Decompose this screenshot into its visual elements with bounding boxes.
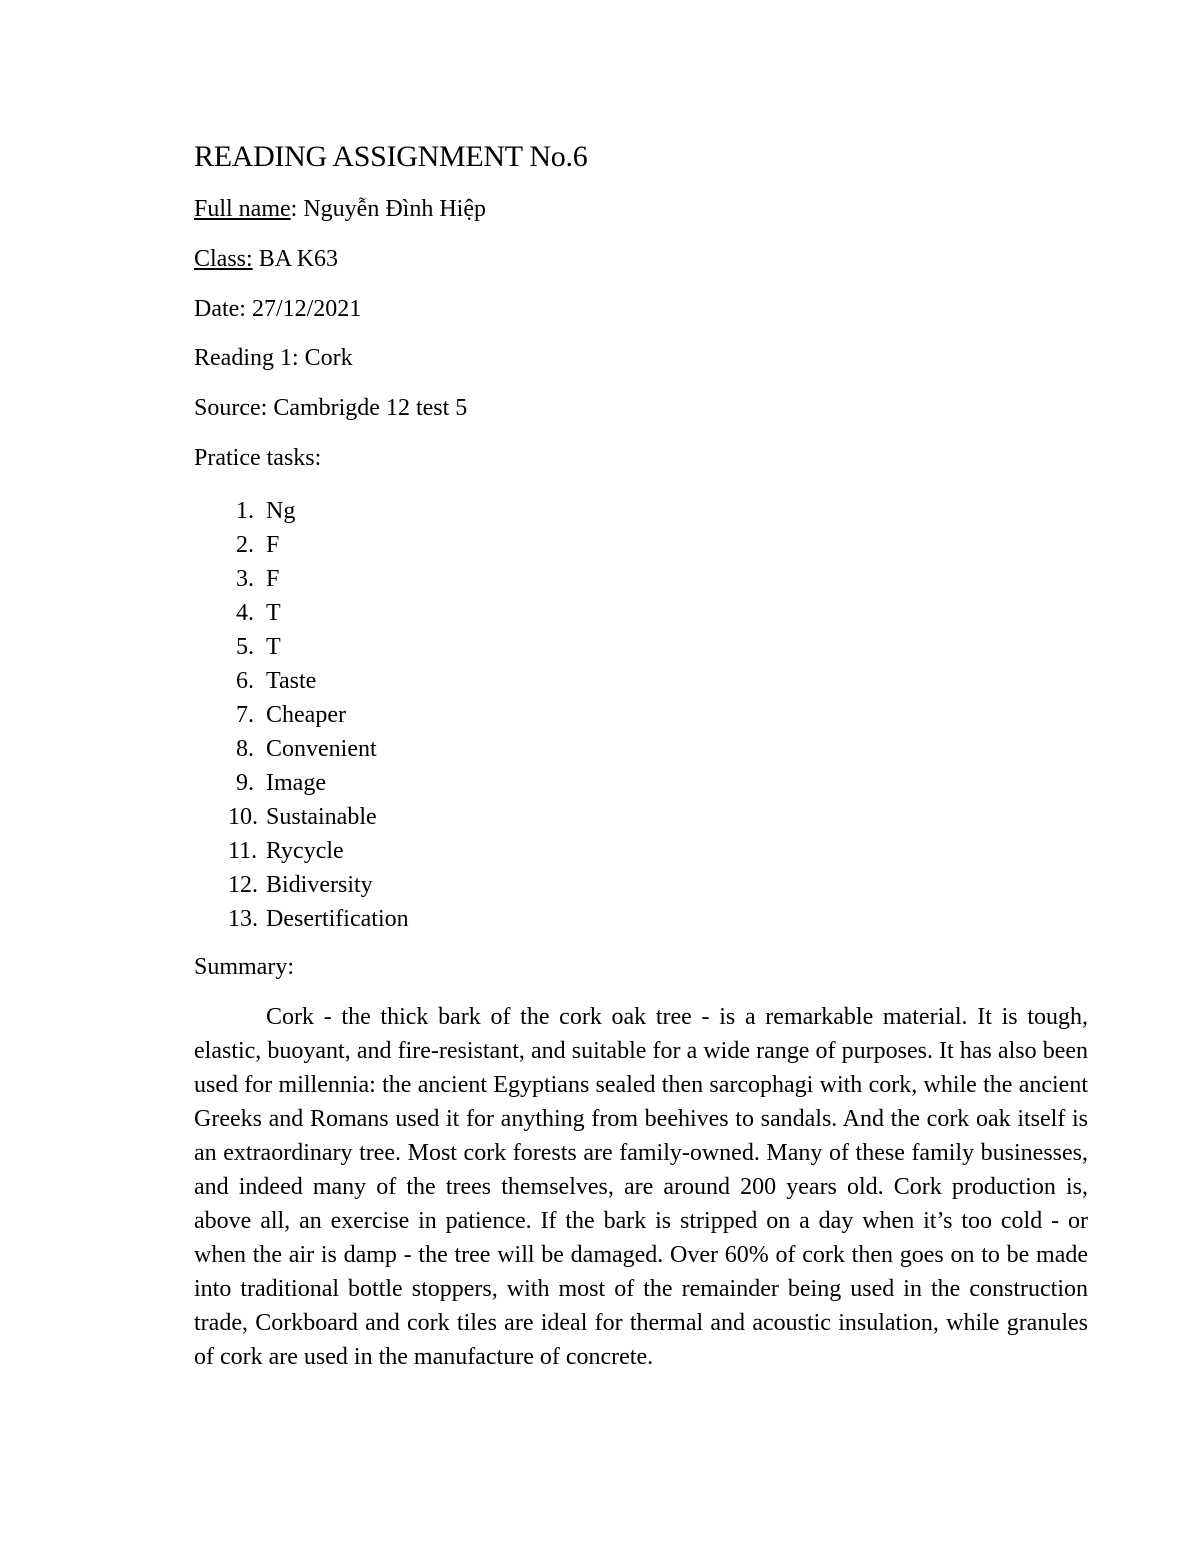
full-name-separator: : <box>290 196 298 222</box>
summary-paragraph: Cork - the thick bark of the cork oak tree - is a remarkable material. It is tough, elastic, buoyant, and fire-resistant, and suitable for a wide range of purposes. It has also been used for millennia: the ancient Egyptians sealed then sarcophagi with cork, while the ancient Greeks and Romans used it for anything from beehives to sandals. And the cork oak itself is an extraordinary tree. Most cork forests are family-owned. Many of these family businesses, and indeed many of the trees themselves, are around 200 years old. Cork production is, above all, an exercise in patience. If the bark is stripped on a day when it’s too cold - or when the air is damp - the tree will be damaged. Over 60% of cork then goes on to be made into traditional bottle stoppers, with most of the remainder being used in the construction trade, Corkboard and cork tiles are ideal for thermal and acoustic insulation, while granules of cork are used in the manufacture of concrete. <box>194 1004 1088 1370</box>
answer-text: F <box>266 566 280 592</box>
answer-text: F <box>266 532 280 558</box>
list-item <box>194 598 409 632</box>
answer-text: Ng <box>266 498 296 524</box>
class-line <box>194 246 338 273</box>
document-title: READING ASSIGNMENT No.6 <box>194 140 588 173</box>
answer-list <box>194 496 409 938</box>
answer-text: Convenient <box>266 736 377 762</box>
list-item <box>194 564 409 598</box>
answer-number: 4. <box>236 600 254 626</box>
full-name-value: Nguyễn Đình Hiệp <box>297 196 486 222</box>
full-name-label: Full name <box>194 196 291 222</box>
tasks-label: Pratice tasks: <box>194 445 322 471</box>
answer-text: T <box>266 600 281 626</box>
answer-number: 11. <box>228 838 258 864</box>
class-value: BA K63 <box>252 246 339 272</box>
list-item <box>194 700 409 734</box>
reading-line: Reading 1: Cork <box>194 345 353 371</box>
answer-number: 3. <box>236 566 254 592</box>
list-item <box>194 768 409 802</box>
answer-text: Bidiversity <box>266 872 373 898</box>
answer-text: Sustainable <box>266 804 377 830</box>
list-item <box>194 666 409 700</box>
date-line: Date: 27/12/2021 <box>194 296 362 322</box>
answer-number: 13. <box>228 906 258 932</box>
list-item <box>194 836 409 870</box>
list-item <box>194 904 409 938</box>
source-line: Source: Cambrigde 12 test 5 <box>194 395 468 421</box>
list-item <box>194 734 409 768</box>
list-item <box>194 870 409 904</box>
answer-number: 10. <box>228 804 258 830</box>
answer-text: Desertification <box>266 906 409 932</box>
answer-number: 7. <box>236 702 254 728</box>
list-item <box>194 802 409 836</box>
summary-label: Summary: <box>194 954 294 980</box>
answer-number: 9. <box>236 770 254 796</box>
answer-number: 8. <box>236 736 254 762</box>
answer-number: 1. <box>236 498 254 524</box>
answer-text: Cheaper <box>266 702 346 728</box>
answer-text: Taste <box>266 668 317 694</box>
answer-number: 2. <box>236 532 254 558</box>
full-name-line <box>194 196 486 223</box>
class-label: Class: <box>194 246 253 272</box>
answer-text: Rycycle <box>266 838 344 864</box>
answer-number: 12. <box>228 872 258 898</box>
answer-text: T <box>266 634 281 660</box>
list-item <box>194 496 409 530</box>
list-item <box>194 530 409 564</box>
answer-number: 5. <box>236 634 254 660</box>
answer-number: 6. <box>236 668 254 694</box>
list-item <box>194 632 409 666</box>
answer-text: Image <box>266 770 326 796</box>
